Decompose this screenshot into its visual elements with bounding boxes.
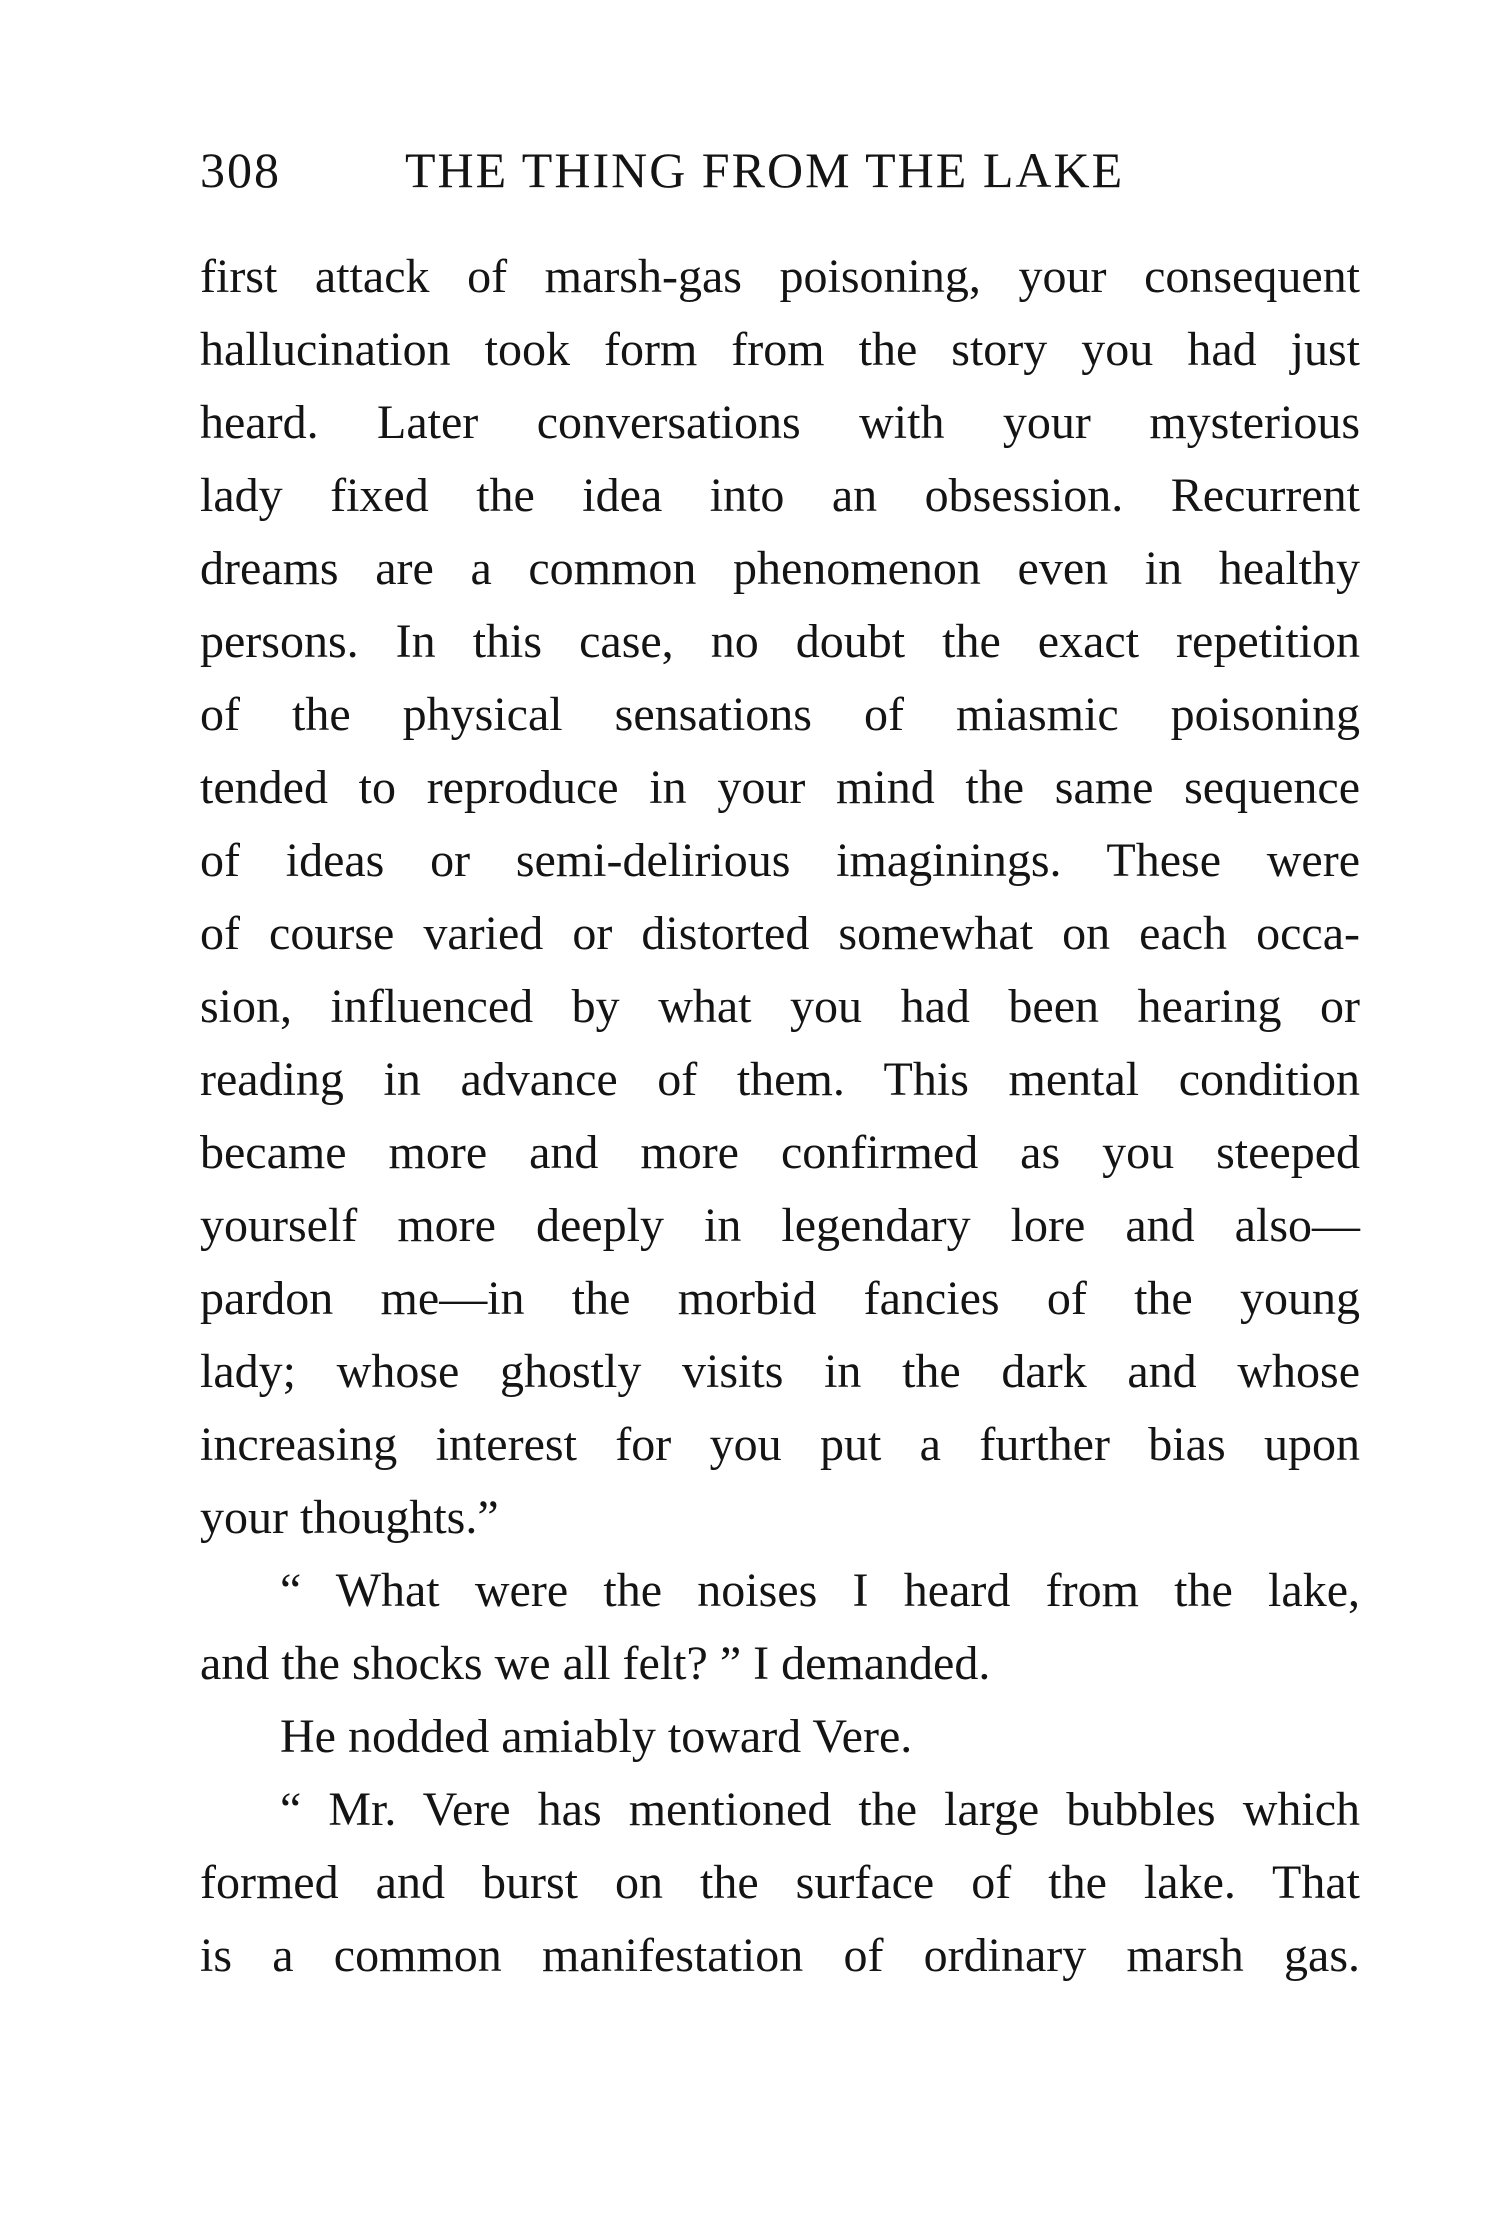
page-number: 308 xyxy=(200,142,281,198)
text-line: of the physical sensations of miasmic poisoning xyxy=(200,688,1360,741)
text-line: persons. In this case, no doubt the exact repetition xyxy=(200,615,1360,668)
text-line: formed and burst on the surface of the lake. That xyxy=(200,1856,1360,1909)
text-line: first attack of marsh-gas poisoning, your consequent xyxy=(200,250,1360,303)
text-line: lady; whose ghostly visits in the dark and whose xyxy=(200,1345,1360,1398)
body-text xyxy=(200,240,1360,1992)
text-line: “ What were the noises I heard from the lake, xyxy=(280,1564,1360,1617)
text-line: and the shocks we all felt? ” I demanded. xyxy=(200,1637,991,1690)
text-line: pardon me—in the morbid fancies of the young xyxy=(200,1272,1360,1325)
text-line: is a common manifestation of ordinary marsh gas. xyxy=(200,1929,1360,1982)
text-line: He nodded amiably toward Vere. xyxy=(280,1710,913,1763)
text-line: dreams are a common phenomenon even in healthy xyxy=(200,542,1360,595)
text-line: lady fixed the idea into an obsession. Recurrent xyxy=(200,469,1360,522)
text-line: of course varied or distorted somewhat on each occa- xyxy=(200,907,1360,960)
page-header xyxy=(200,140,1360,200)
text-line: tended to reproduce in your mind the same sequence xyxy=(200,761,1360,814)
text-line: became more and more confirmed as you steeped xyxy=(200,1126,1360,1179)
running-title: THE THING FROM THE LAKE xyxy=(405,142,1125,198)
text-line: hallucination took form from the story you had just xyxy=(200,323,1360,376)
text-line: of ideas or semi-delirious imaginings. These were xyxy=(200,834,1360,887)
text-line: increasing interest for you put a further bias upon xyxy=(200,1418,1360,1471)
text-line: “ Mr. Vere has mentioned the large bubbles which xyxy=(280,1783,1360,1836)
text-line: heard. Later conversations with your mysterious xyxy=(200,396,1360,449)
text-line: sion, influenced by what you had been hearing or xyxy=(200,980,1360,1033)
text-line: reading in advance of them. This mental condition xyxy=(200,1053,1360,1106)
text-line: yourself more deeply in legendary lore and also— xyxy=(200,1199,1360,1252)
text-line: your thoughts.” xyxy=(200,1491,499,1544)
